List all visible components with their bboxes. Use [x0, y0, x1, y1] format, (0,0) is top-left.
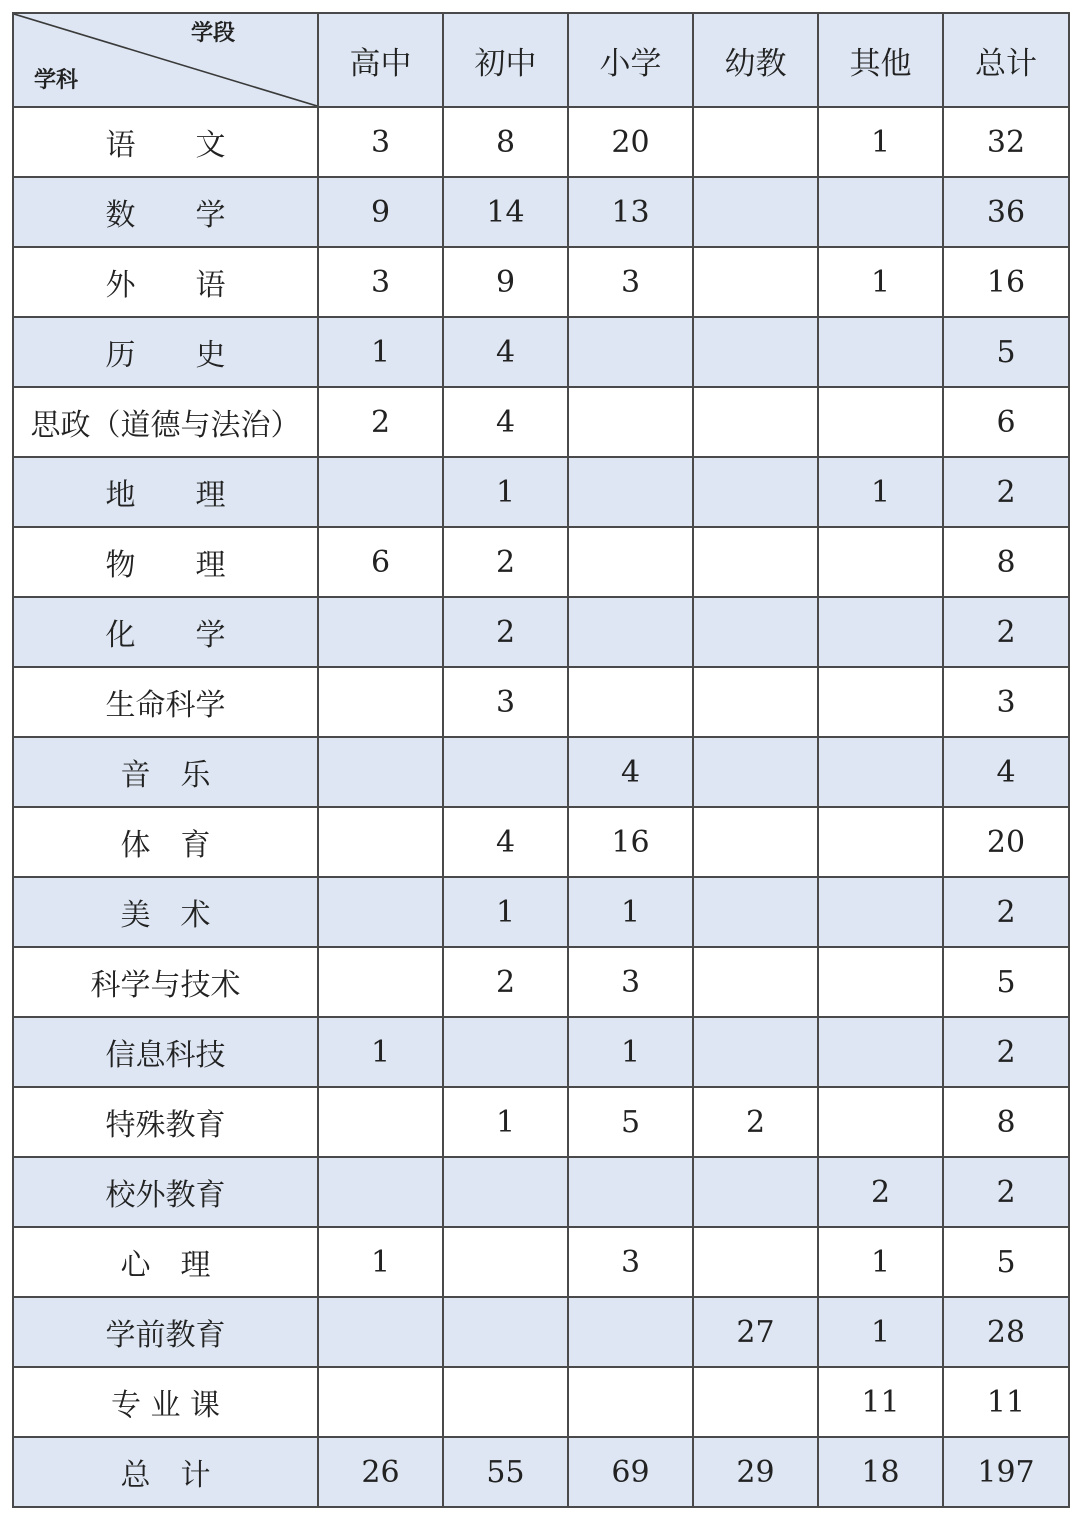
value-cell: 27	[693, 1297, 818, 1367]
value-cell	[443, 737, 568, 807]
value-cell	[568, 1367, 693, 1437]
table-row	[13, 1157, 1069, 1227]
value-cell	[318, 947, 443, 1017]
subject-axis-label: 学科	[34, 68, 79, 93]
value-cell: 29	[693, 1437, 818, 1507]
table-row	[13, 317, 1069, 387]
value-cell	[693, 317, 818, 387]
value-cell	[568, 387, 693, 457]
table-row	[13, 877, 1069, 947]
value-cell: 2	[318, 387, 443, 457]
table-row	[13, 527, 1069, 597]
column-header-preschool: 幼教	[693, 13, 818, 107]
row-total-cell: 3	[943, 667, 1069, 737]
table-row	[13, 667, 1069, 737]
column-header-high-school: 高中	[318, 13, 443, 107]
value-cell: 3	[318, 107, 443, 177]
value-cell: 1	[443, 877, 568, 947]
row-total-cell: 5	[943, 947, 1069, 1017]
value-cell: 9	[443, 247, 568, 317]
value-cell	[568, 1297, 693, 1367]
subject-cell: 总 计	[13, 1437, 318, 1507]
value-cell	[318, 1087, 443, 1157]
value-cell	[318, 667, 443, 737]
row-total-cell: 8	[943, 527, 1069, 597]
value-cell	[318, 1157, 443, 1227]
value-cell: 1	[318, 1227, 443, 1297]
value-cell	[318, 877, 443, 947]
value-cell	[693, 107, 818, 177]
value-cell: 1	[818, 1297, 943, 1367]
row-total-cell: 36	[943, 177, 1069, 247]
value-cell	[318, 1297, 443, 1367]
row-total-cell: 6	[943, 387, 1069, 457]
value-cell	[818, 877, 943, 947]
table-row	[13, 1297, 1069, 1367]
subject-cell: 学前教育	[13, 1297, 318, 1367]
value-cell: 2	[443, 597, 568, 667]
value-cell	[818, 317, 943, 387]
value-cell	[318, 597, 443, 667]
table-row	[13, 807, 1069, 877]
value-cell: 1	[818, 1227, 943, 1297]
value-cell: 55	[443, 1437, 568, 1507]
value-cell	[693, 527, 818, 597]
row-total-cell: 8	[943, 1087, 1069, 1157]
table-row	[13, 1087, 1069, 1157]
teacher-statistics-table	[12, 12, 1070, 1508]
subject-cell: 历 史	[13, 317, 318, 387]
subject-cell: 语 文	[13, 107, 318, 177]
value-cell	[443, 1227, 568, 1297]
table-row	[13, 1017, 1069, 1087]
value-cell	[568, 667, 693, 737]
value-cell: 3	[318, 247, 443, 317]
table-row	[13, 597, 1069, 667]
value-cell: 1	[818, 457, 943, 527]
value-cell: 11	[818, 1367, 943, 1437]
subject-cell: 生命科学	[13, 667, 318, 737]
subject-cell: 心 理	[13, 1227, 318, 1297]
value-cell	[693, 1157, 818, 1227]
value-cell	[693, 457, 818, 527]
value-cell	[318, 807, 443, 877]
value-cell	[818, 1017, 943, 1087]
subject-cell: 特殊教育	[13, 1087, 318, 1157]
row-total-cell: 28	[943, 1297, 1069, 1367]
value-cell: 1	[318, 317, 443, 387]
value-cell	[818, 1087, 943, 1157]
table-row	[13, 737, 1069, 807]
value-cell	[318, 457, 443, 527]
value-cell	[693, 877, 818, 947]
value-cell: 1	[318, 1017, 443, 1087]
value-cell	[693, 597, 818, 667]
value-cell: 1	[568, 1017, 693, 1087]
row-total-cell: 2	[943, 877, 1069, 947]
value-cell: 14	[443, 177, 568, 247]
row-total-cell: 32	[943, 107, 1069, 177]
value-cell: 2	[443, 947, 568, 1017]
table-row	[13, 1437, 1069, 1507]
header-row	[13, 13, 1069, 107]
value-cell: 13	[568, 177, 693, 247]
value-cell: 1	[818, 107, 943, 177]
value-cell: 9	[318, 177, 443, 247]
subject-cell: 体 育	[13, 807, 318, 877]
value-cell	[818, 737, 943, 807]
value-cell: 16	[568, 807, 693, 877]
value-cell	[568, 1157, 693, 1227]
value-cell	[443, 1017, 568, 1087]
subject-cell: 物 理	[13, 527, 318, 597]
column-header-primary: 小学	[568, 13, 693, 107]
value-cell: 1	[443, 457, 568, 527]
value-cell	[818, 527, 943, 597]
corner-header-cell	[13, 13, 318, 107]
subject-cell: 数 学	[13, 177, 318, 247]
row-total-cell: 4	[943, 737, 1069, 807]
subject-cell: 专 业 课	[13, 1367, 318, 1437]
value-cell	[568, 317, 693, 387]
value-cell: 1	[818, 247, 943, 317]
value-cell: 20	[568, 107, 693, 177]
subject-cell: 地 理	[13, 457, 318, 527]
table-row	[13, 387, 1069, 457]
value-cell: 1	[443, 1087, 568, 1157]
value-cell	[818, 597, 943, 667]
value-cell: 4	[443, 807, 568, 877]
value-cell: 3	[568, 1227, 693, 1297]
subject-cell: 信息科技	[13, 1017, 318, 1087]
value-cell	[318, 737, 443, 807]
value-cell: 69	[568, 1437, 693, 1507]
value-cell: 4	[568, 737, 693, 807]
value-cell	[443, 1367, 568, 1437]
table-row	[13, 947, 1069, 1017]
subject-cell: 科学与技术	[13, 947, 318, 1017]
row-total-cell: 2	[943, 597, 1069, 667]
value-cell	[568, 527, 693, 597]
value-cell	[693, 807, 818, 877]
value-cell: 1	[568, 877, 693, 947]
column-header-total: 总计	[943, 13, 1069, 107]
table-row	[13, 177, 1069, 247]
value-cell	[818, 387, 943, 457]
value-cell	[693, 177, 818, 247]
value-cell	[818, 807, 943, 877]
row-total-cell: 2	[943, 457, 1069, 527]
value-cell: 4	[443, 387, 568, 457]
value-cell	[818, 177, 943, 247]
value-cell	[568, 597, 693, 667]
subject-cell: 美 术	[13, 877, 318, 947]
value-cell	[568, 457, 693, 527]
value-cell	[693, 387, 818, 457]
row-total-cell: 20	[943, 807, 1069, 877]
row-total-cell: 2	[943, 1017, 1069, 1087]
value-cell	[693, 1227, 818, 1297]
value-cell: 2	[693, 1087, 818, 1157]
value-cell	[693, 947, 818, 1017]
value-cell: 18	[818, 1437, 943, 1507]
value-cell: 3	[443, 667, 568, 737]
row-total-cell: 197	[943, 1437, 1069, 1507]
value-cell	[443, 1157, 568, 1227]
value-cell: 5	[568, 1087, 693, 1157]
stage-axis-label: 学段	[190, 21, 235, 46]
value-cell: 6	[318, 527, 443, 597]
row-total-cell: 2	[943, 1157, 1069, 1227]
subject-cell: 思政（道德与法治）	[13, 387, 318, 457]
subject-cell: 音 乐	[13, 737, 318, 807]
table-row	[13, 247, 1069, 317]
column-header-other: 其他	[818, 13, 943, 107]
table-row	[13, 107, 1069, 177]
value-cell: 8	[443, 107, 568, 177]
row-total-cell: 11	[943, 1367, 1069, 1437]
table-row	[13, 1227, 1069, 1297]
subject-cell: 外 语	[13, 247, 318, 317]
value-cell: 26	[318, 1437, 443, 1507]
value-cell: 2	[818, 1157, 943, 1227]
value-cell	[818, 667, 943, 737]
row-total-cell: 5	[943, 1227, 1069, 1297]
value-cell	[818, 947, 943, 1017]
subject-cell: 校外教育	[13, 1157, 318, 1227]
subject-cell: 化 学	[13, 597, 318, 667]
value-cell: 4	[443, 317, 568, 387]
value-cell: 2	[443, 527, 568, 597]
row-total-cell: 5	[943, 317, 1069, 387]
table-row	[13, 1367, 1069, 1437]
row-total-cell: 16	[943, 247, 1069, 317]
value-cell	[693, 1367, 818, 1437]
value-cell	[693, 737, 818, 807]
value-cell: 3	[568, 247, 693, 317]
value-cell	[693, 1017, 818, 1087]
table-row	[13, 457, 1069, 527]
value-cell	[318, 1367, 443, 1437]
value-cell	[693, 247, 818, 317]
value-cell	[693, 667, 818, 737]
value-cell: 3	[568, 947, 693, 1017]
column-header-junior-high: 初中	[443, 13, 568, 107]
value-cell	[443, 1297, 568, 1367]
